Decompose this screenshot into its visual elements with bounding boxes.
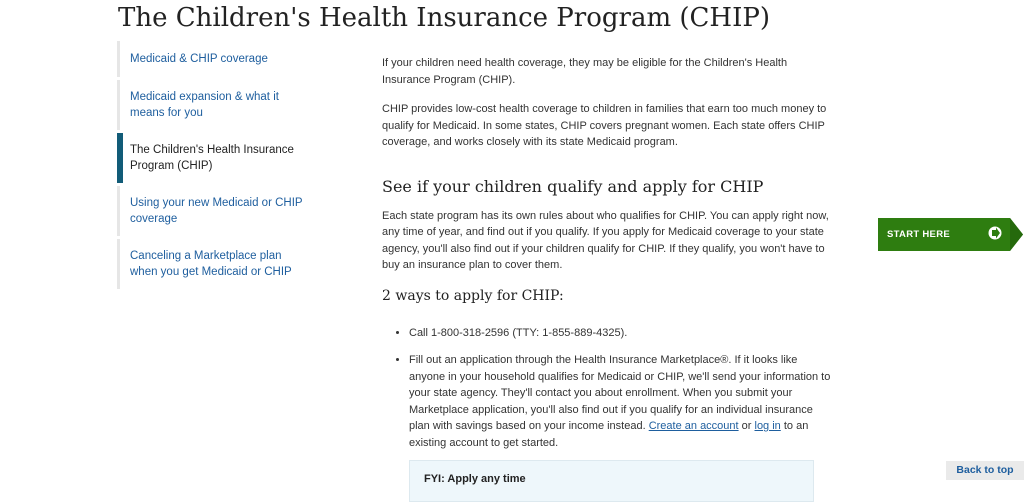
sidebar-item-chip[interactable]: The Children's Health Insurance Program (CHIP) — [117, 133, 319, 183]
section-paragraph: Each state program has its own rules about who qualifies for CHIP. You can apply right now, any time of year, and find out if you qualify. If you apply for Medicaid coverage to your state agency, you'll also find out if your children qualify for CHIP. If they qualify, you won't have to buy an insurance plan to cover them. — [382, 209, 829, 271]
list-item-apply-online — [409, 352, 834, 451]
back-to-top-button[interactable]: Back to top — [946, 461, 1024, 480]
start-here-button[interactable] — [878, 218, 1022, 251]
sidebar-item-medicaid-expansion[interactable]: Medicaid expansion & what it means for you — [117, 80, 319, 130]
log-in-link[interactable]: log in — [754, 420, 781, 432]
fyi-callout — [409, 460, 814, 502]
start-here-label: START HERE — [887, 229, 950, 240]
chip-description-paragraph: CHIP provides low-cost health coverage to children in families that earn too much money to qualify for Medicaid. In some states, CHIP covers pregnant women. Each state offers CHIP coverage, and works closely with its state Medicaid program. — [382, 103, 827, 148]
sidebar-item-canceling-plan[interactable]: Canceling a Marketplace plan when you get Medicaid or CHIP — [117, 239, 319, 289]
sidebar-nav — [117, 41, 319, 292]
or-text: or — [741, 420, 752, 432]
apply-online-text: Fill out an application through the Health Insurance Marketplace®. If it looks like anyone in your household qualifies for Medicaid or CHIP, we'll send your information to your state agency. They'll contact you about enrollment. When you submit your Marketplace application, you'll also find out if you qualify for an individual insurance plan with savings based on your income instead. — [409, 354, 831, 432]
list-item-call: • Call 1-800-318-2596 (TTY: 1-855-889-4325). — [409, 325, 834, 342]
create-account-link[interactable]: Create an account — [648, 420, 739, 432]
apply-online-end-text: to an existing account to get started. — [409, 420, 809, 449]
intro-paragraph: If your children need health coverage, they may be eligible for the Children's Health Insurance Program (CHIP). — [382, 57, 788, 86]
page-title: The Children's Health Insurance Program (CHIP) — [118, 3, 770, 33]
ways-heading: 2 ways to apply for CHIP: — [382, 287, 564, 304]
section-heading: See if your children qualify and apply for CHIP — [382, 176, 764, 196]
ways-list — [382, 325, 834, 452]
sidebar-item-using-coverage[interactable]: Using your new Medicaid or CHIP coverage — [117, 186, 319, 236]
fyi-title: FYI: Apply any time — [424, 473, 526, 485]
sidebar-item-medicaid-chip-coverage[interactable]: Medicaid & CHIP coverage — [117, 41, 319, 77]
main-content — [382, 55, 834, 462]
